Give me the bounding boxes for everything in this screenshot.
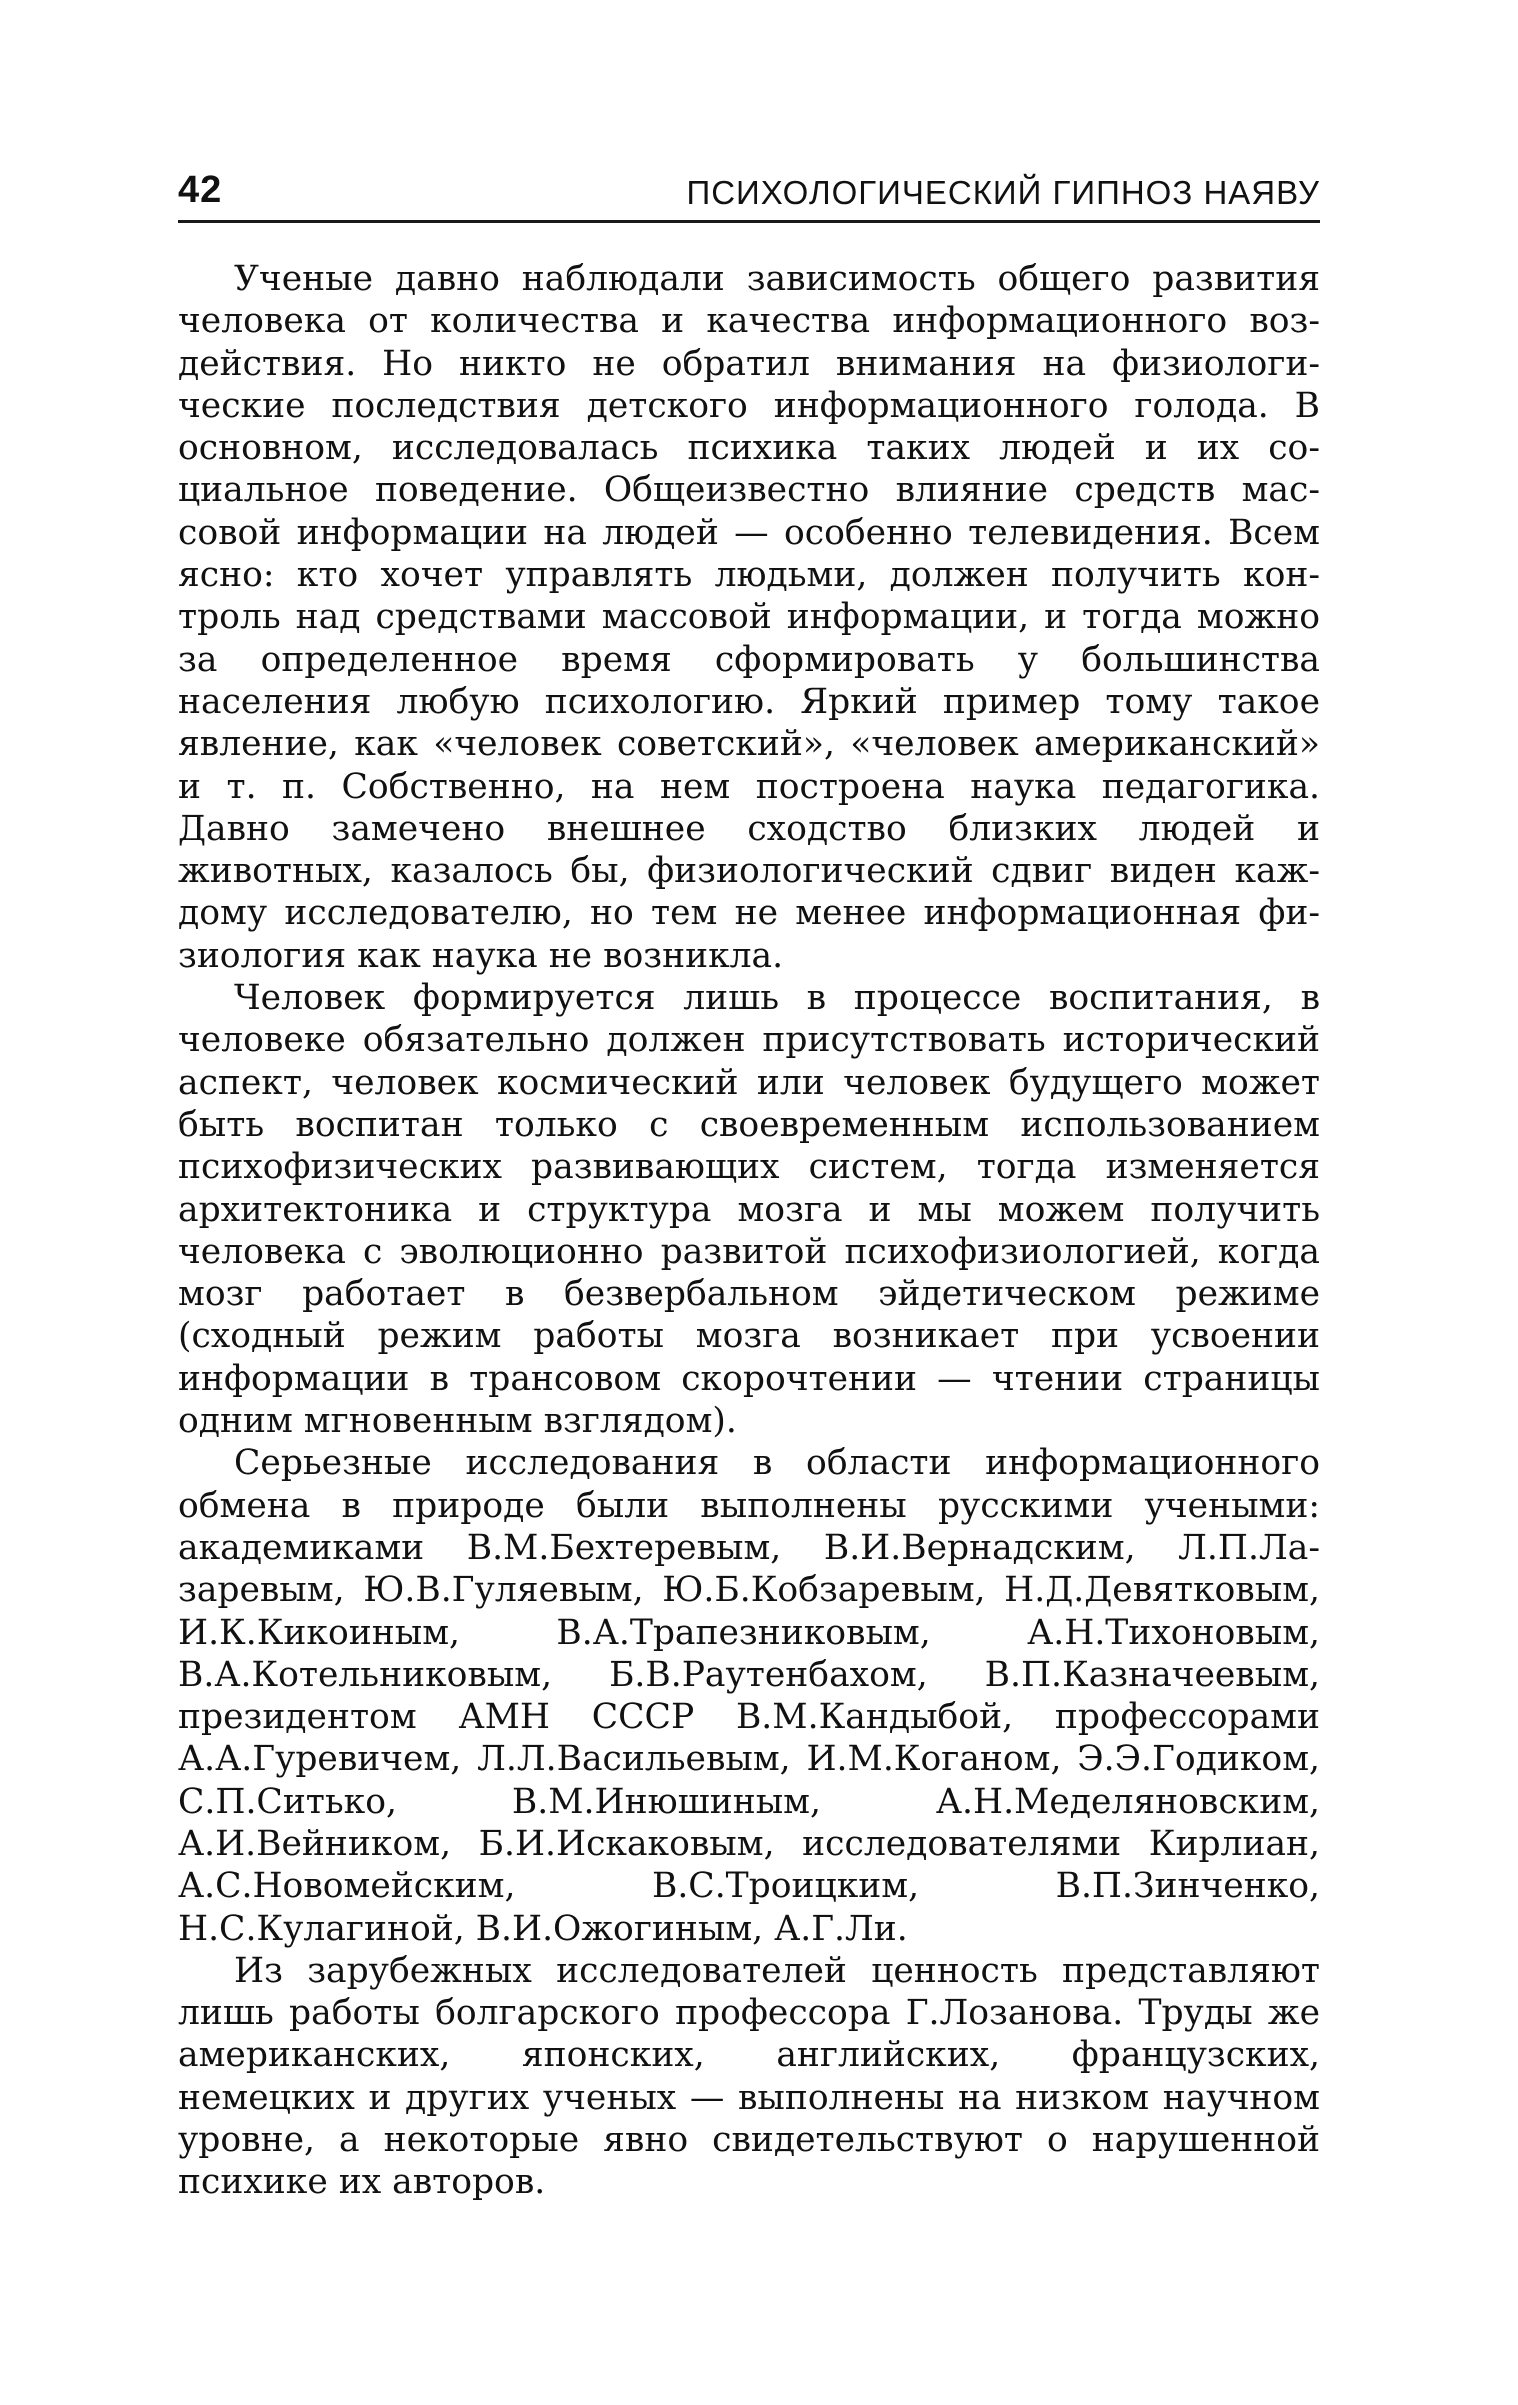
paragraph: Человек формируется лишь в процессе воспитания, в человеке обязательно должен присутствовать исторический аспект, человек космический или человек будущего может быть воспитан только с своевременным использованием психофизических развивающих систем, тогда изменяется архитектоника и структура мозга и мы можем получить человека с эволюционно развитой психофизиологией, когда мозг работает в безвербальном эйдетическом режиме (сходный режим работы мозга возникает при усвоении информации в трансовом скорочтении — чтении страницы одним мгновенным взглядом). [178, 978, 1320, 1442]
paragraph: Ученые давно наблюдали зависимость общего развития человека от количества и качества информационного воздействия. Но никто не обратил внимания на физиологические последствия детского информационного голода. В основном, исследовалась психика таких людей и их социальное поведение. Общеизвестно влияние средств массовой информации на людей — особенно телевидения. Всем ясно: кто хочет управлять людьми, должен получить контроль над средствами массовой информации, и тогда можно за определенное время сформировать у большинства населения любую психологию. Яркий пример тому такое явление, как «человек советский», «человек американский» и т. п. Собственно, на нем построена наука педагогика. Давно замечено внешнее сходство близких людей и животных, казалось бы, физиологический сдвиг виден каждому исследователю, но тем не менее информационная физиология как наука не возникла. [178, 259, 1320, 976]
running-title: ПСИХОЛОГИЧЕСКИЙ ГИПНОЗ НАЯВУ [686, 174, 1320, 211]
paragraph: Из зарубежных исследователей ценность представляют лишь работы болгарского профессора Г.Лозанова. Труды же американских, японских, английских, французских, немецких и других ученых — выполнены на низком научном уровне, а некоторые явно свидетельствуют о нарушенной психике их авторов. [178, 1950, 1320, 2203]
page-number: 42 [178, 169, 223, 211]
running-head [178, 160, 1320, 223]
body-text [178, 258, 1320, 2204]
paragraph: Серьезные исследования в области информационного обмена в природе были выполнены русскими учеными: академиками В.М.Бехтеревым, В.И.Вернадским, Л.П.Лазаревым, Ю.В.Гуляевым, Ю.Б.Кобзаревым, Н.Д.Девятковым, И.К.Кикоиным, В.А.Трапезниковым, А.Н.Тихоновым, В.А.Котельниковым, Б.В.Раутенбахом, В.П.Казначеевым, президентом АМН СССР В.М.Кандыбой, профессорами А.А.Гуревичем, Л.Л.Васильевым, И.М.Коганом, Э.Э.Годиком, С.П.Ситько, В.М.Инюшиным, А.Н.Меделяновским, А.И.Вейником, Б.И.Искаковым, исследователями Кирлиан, А.С.Новомейским, В.С.Троицким, В.П.Зинченко, Н.С.Кулагиной, В.И.Ожогиным, А.Г.Ли. [178, 1443, 1320, 1949]
